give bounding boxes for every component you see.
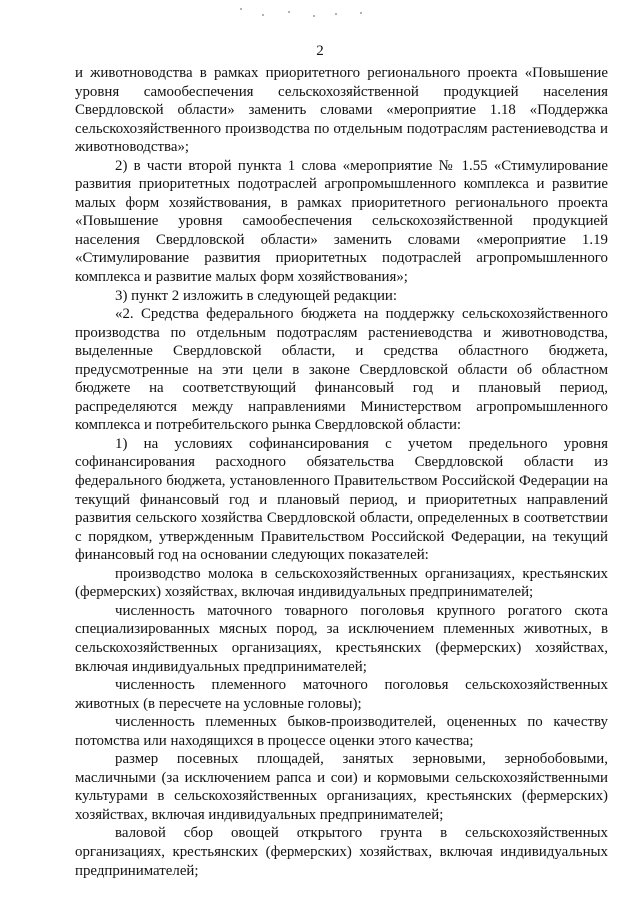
indicator-beef-cattle: численность маточного товарного поголовья крупного рогатого скота специализированных мясных пород, за исключением племенных животных, в сельскохозяйственных организациях, крестьянских (фермерских) хозяйствах, включая индивидуальных предпринимателей; xyxy=(75,602,608,675)
paragraph-item-2: 2) в части второй пункта 1 слова «мероприятие № 1.55 «Стимулирование развития приоритетных подотраслей агропромышленного комплекса и развитие малых форм хозяйствования, в рамках приоритетного регионального проекта «Повышение уровня самообеспечения сельскохозяйственной продукцией населения Свердловской области» заменить словами «мероприятие 1.19 «Стимулирование развития приоритетных подотраслей агропромышленного комплекса и развитие малых форм хозяйствования»; xyxy=(75,157,608,286)
paragraph-clause-2: «2. Средства федерального бюджета на поддержку сельскохозяйственного производства по отдельным подотраслям растениеводства и животноводства, выделенные Свердловской области, и средства областного бюджета, предусмотренные на эти цели в законе Свердловской области об областном бюджете на соответствующий финансовый год и плановый период, распределяются между направлениями Министерством агропромышленного комплекса и потребительского рынка Свердловской области: xyxy=(75,306,608,434)
paragraph-subclause-1: 1) на условиях софинансирования с учетом предельного уровня софинансирования расходного обязательства Свердловской области из федерального бюджета, установленного Правительством Российской Федерации на текущий финансовый год и плановый период, и приоритетных направлений развития сельского хозяйства Свердловской области, определенных в соответствии с порядком, утвержденным Правительством Российской Федерации, на текущий финансовый год на основании следующих показателей: xyxy=(75,435,608,564)
paragraph-item-3: 3) пункт 2 изложить в следующей редакции: xyxy=(115,287,398,304)
indicator-breeding-bulls: численность племенных быков-производителей, оцененных по качеству потомства или находящихся в процессе оценки этого качества; xyxy=(75,714,608,749)
paragraph-continuation: и животноводства в рамках приоритетного регионального проекта «Повышение уровня самообеспечения сельскохозяйственной продукцией населения Свердловской области» заменить словами «мероприятие 1.18 «Поддержка сельскохозяйственного производства по отдельным подотраслям растениеводства и животноводства»; xyxy=(75,65,608,156)
indicator-sown-area: размер посевных площадей, занятых зерновыми, зернобобовыми, масличными (за исключением рапса и сои) и кормовыми сельскохозяйственными культурами в сельскохозяйственных организациях, крестьянских (фермерских) хозяйствах, включая индивидуальных предпринимателей; xyxy=(75,751,608,823)
indicator-breeding-livestock: численность племенного маточного поголовья сельскохозяйственных животных (в пересчете на условные головы); xyxy=(75,677,608,712)
scan-artifacts xyxy=(240,8,380,20)
indicator-vegetables: валовой сбор овощей открытого грунта в сельскохозяйственных организациях, крестьянских (фермерских) хозяйствах, включая индивидуальных предпринимателей; xyxy=(75,825,608,879)
indicator-milk: производство молока в сельскохозяйственных организациях, крестьянских (фермерских) хозяйствах, включая индивидуальных предпринимателей; xyxy=(75,565,608,601)
page-number: 2 xyxy=(316,43,324,59)
document-body xyxy=(75,64,608,880)
